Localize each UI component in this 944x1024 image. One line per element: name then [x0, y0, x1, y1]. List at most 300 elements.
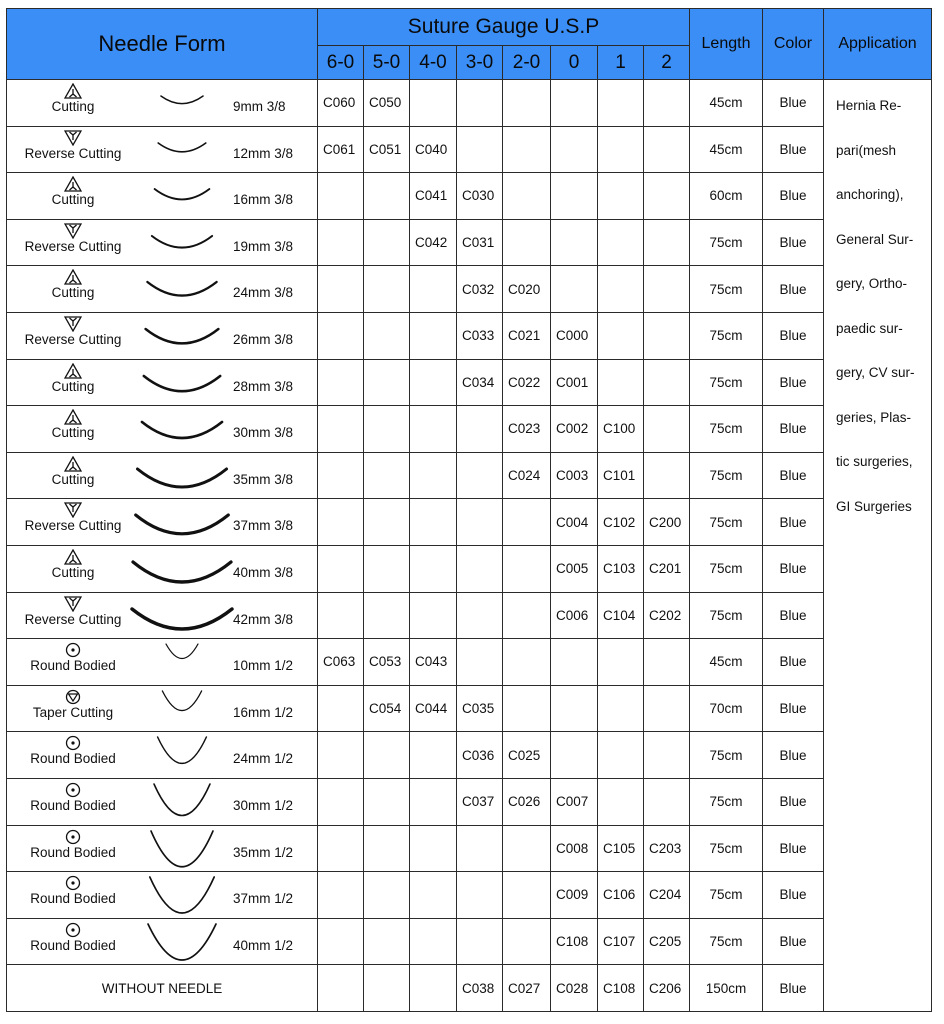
needle-curve-icon: [127, 266, 237, 312]
code-cell: [318, 452, 364, 499]
application-line: Hernia Re-: [836, 98, 902, 113]
needle-type-label: Round Bodied: [30, 844, 116, 860]
circle-dot-icon: [64, 642, 82, 658]
code-cell: [410, 965, 457, 1012]
table-row: [7, 266, 932, 313]
code-cell: C037: [457, 778, 503, 825]
code-cell: [364, 732, 410, 779]
code-cell: [410, 499, 457, 546]
code-cell: C108: [598, 965, 644, 1012]
needle-size-label: 24mm 1/2: [233, 751, 294, 767]
code-cell: [503, 499, 551, 546]
code-cell: C041: [410, 173, 457, 220]
length-cell: 75cm: [690, 592, 763, 639]
needle-size-label: 30mm 1/2: [233, 797, 294, 813]
color-cell: Blue: [763, 219, 824, 266]
table-row: [7, 732, 932, 779]
needle-form-cell: [7, 359, 318, 406]
gauge-header-cell: 0: [551, 46, 598, 80]
code-cell: [598, 685, 644, 732]
needle-symbol: [7, 130, 139, 146]
table-row: [7, 173, 932, 220]
code-cell: [598, 312, 644, 359]
code-cell: [457, 592, 503, 639]
code-cell: [457, 499, 503, 546]
code-cell: [598, 173, 644, 220]
color-cell: Blue: [763, 406, 824, 453]
needle-form-cell: [7, 312, 318, 359]
code-cell: [551, 173, 598, 220]
color-cell: Blue: [763, 312, 824, 359]
gauge-header-cell: 6-0: [318, 46, 364, 80]
circle-dot-icon: [64, 829, 82, 845]
code-cell: [410, 452, 457, 499]
table-row: [7, 219, 932, 266]
application-line: GI Surgeries: [836, 498, 912, 514]
code-cell: [644, 312, 690, 359]
gauge-header-cell: 2: [644, 46, 690, 80]
code-cell: C061: [318, 126, 364, 173]
code-cell: C035: [457, 685, 503, 732]
code-cell: C008: [551, 825, 598, 872]
code-cell: [364, 778, 410, 825]
code-cell: C202: [644, 592, 690, 639]
table-row: [7, 126, 932, 173]
needle-size-label: 42mm 3/8: [233, 611, 294, 627]
table-row: [7, 639, 932, 686]
code-cell: [364, 499, 410, 546]
code-cell: [503, 918, 551, 965]
needle-symbol: [7, 782, 139, 798]
code-cell: C034: [457, 359, 503, 406]
length-cell: 150cm: [690, 965, 763, 1012]
code-cell: [318, 778, 364, 825]
table-row: [7, 312, 932, 359]
code-cell: C003: [551, 452, 598, 499]
code-cell: C040: [410, 126, 457, 173]
needle-size-label: 40mm 3/8: [233, 564, 294, 580]
needle-form-cell: [7, 778, 318, 825]
without-needle-row: [7, 965, 932, 1012]
code-cell: C102: [598, 499, 644, 546]
length-cell: 75cm: [690, 825, 763, 872]
needle-curve-icon: [127, 360, 237, 406]
code-cell: C043: [410, 639, 457, 686]
triangle-down-icon: [64, 316, 82, 332]
needle-type-label: Taper Cutting: [32, 704, 114, 720]
code-cell: C108: [551, 918, 598, 965]
code-cell: [410, 545, 457, 592]
code-cell: [410, 266, 457, 313]
triangle-up-icon: [64, 456, 82, 472]
code-cell: [551, 639, 598, 686]
code-cell: C053: [364, 639, 410, 686]
gauge-header-cell: 3-0: [457, 46, 503, 80]
code-cell: [410, 592, 457, 639]
needle-type-label: Round Bodied: [30, 937, 116, 953]
needle-curve-icon: [127, 546, 237, 592]
needle-curve-icon: [127, 80, 237, 126]
needle-form-cell: [7, 872, 318, 919]
code-cell: [503, 639, 551, 686]
code-cell: C023: [503, 406, 551, 453]
length-cell: 75cm: [690, 872, 763, 919]
needle-type-label: Cutting: [51, 99, 95, 114]
needle-type-label: Reverse Cutting: [24, 331, 122, 347]
code-cell: [364, 452, 410, 499]
needle-size-label: 35mm 1/2: [233, 844, 294, 860]
needle-curve-icon: [127, 732, 237, 778]
code-cell: [598, 778, 644, 825]
without-needle-label: WITHOUT NEEDLE: [7, 965, 318, 1012]
needle-symbol: [7, 176, 139, 192]
code-cell: C031: [457, 219, 503, 266]
code-cell: C005: [551, 545, 598, 592]
code-cell: C107: [598, 918, 644, 965]
code-cell: [410, 732, 457, 779]
triangle-up-icon: [64, 83, 82, 99]
color-cell: Blue: [763, 126, 824, 173]
needle-symbol: [7, 502, 139, 518]
code-cell: [318, 499, 364, 546]
code-cell: C027: [503, 965, 551, 1012]
code-cell: C203: [644, 825, 690, 872]
color-cell: Blue: [763, 732, 824, 779]
triangle-up-icon: [64, 363, 82, 379]
length-cell: 75cm: [690, 452, 763, 499]
code-cell: [644, 219, 690, 266]
code-cell: C205: [644, 918, 690, 965]
circle-dot-icon: [64, 735, 82, 751]
code-cell: C032: [457, 266, 503, 313]
color-cell: Blue: [763, 80, 824, 127]
code-cell: C206: [644, 965, 690, 1012]
length-cell: 75cm: [690, 499, 763, 546]
needle-curve-icon: [127, 593, 237, 639]
code-cell: [503, 685, 551, 732]
needle-type-label: Reverse Cutting: [24, 518, 122, 534]
code-cell: [457, 639, 503, 686]
needle-size-label: 28mm 3/8: [233, 378, 294, 394]
code-cell: [644, 406, 690, 453]
code-cell: [318, 173, 364, 220]
table-row: [7, 685, 932, 732]
code-cell: [318, 872, 364, 919]
application-line: geries, Plas-: [836, 409, 912, 425]
needle-curve-icon: [127, 639, 237, 685]
needle-size-label: 26mm 3/8: [233, 331, 294, 347]
code-cell: [318, 965, 364, 1012]
needle-type-label: Round Bodied: [30, 797, 116, 813]
code-cell: C051: [364, 126, 410, 173]
needle-curve-icon: [127, 779, 237, 825]
code-cell: [503, 173, 551, 220]
code-cell: [551, 126, 598, 173]
needle-form-cell: [7, 732, 318, 779]
needle-type-label: Cutting: [51, 564, 95, 580]
needle-size-label: 19mm 3/8: [233, 238, 294, 254]
code-cell: [457, 545, 503, 592]
code-cell: [503, 219, 551, 266]
code-cell: [318, 219, 364, 266]
code-cell: [457, 80, 503, 127]
color-cell: Blue: [763, 545, 824, 592]
code-cell: [364, 266, 410, 313]
code-cell: [318, 732, 364, 779]
color-cell: Blue: [763, 173, 824, 220]
code-cell: [644, 732, 690, 779]
code-cell: [318, 266, 364, 313]
code-cell: [598, 732, 644, 779]
code-cell: [318, 592, 364, 639]
needle-type-label: Reverse Cutting: [24, 145, 122, 161]
table-row: [7, 499, 932, 546]
color-cell: Blue: [763, 266, 824, 313]
code-cell: [364, 592, 410, 639]
code-cell: [644, 266, 690, 313]
code-cell: C001: [551, 359, 598, 406]
code-cell: [551, 685, 598, 732]
color-cell: Blue: [763, 965, 824, 1012]
triangle-up-icon: [64, 549, 82, 565]
needle-curve-icon: [127, 127, 237, 173]
code-cell: [364, 918, 410, 965]
code-cell: [644, 359, 690, 406]
code-cell: [551, 80, 598, 127]
needle-symbol: [7, 363, 139, 379]
needle-size-label: 12mm 3/8: [233, 145, 294, 161]
code-cell: [598, 639, 644, 686]
code-cell: [644, 80, 690, 127]
code-cell: [410, 872, 457, 919]
code-cell: C063: [318, 639, 364, 686]
code-cell: [364, 359, 410, 406]
code-cell: [364, 312, 410, 359]
length-cell: 75cm: [690, 778, 763, 825]
needle-curve-icon: [127, 826, 237, 872]
table-row: [7, 918, 932, 965]
length-cell: 45cm: [690, 80, 763, 127]
length-cell: 45cm: [690, 639, 763, 686]
needle-size-label: 9mm 3/8: [233, 99, 286, 114]
needle-curve-icon: [127, 686, 237, 732]
code-cell: [364, 219, 410, 266]
code-cell: [318, 406, 364, 453]
color-cell: Blue: [763, 825, 824, 872]
needle-symbol: [7, 922, 139, 938]
code-cell: [318, 312, 364, 359]
code-cell: [503, 80, 551, 127]
circle-dot-icon: [64, 922, 82, 938]
taper-cutting-icon: [64, 689, 82, 705]
table-row: [7, 872, 932, 919]
code-cell: C050: [364, 80, 410, 127]
table-row: [7, 545, 932, 592]
code-cell: [410, 312, 457, 359]
table-row: [7, 592, 932, 639]
needle-curve-icon: [127, 872, 237, 918]
code-cell: [410, 778, 457, 825]
needle-symbol: [7, 596, 139, 612]
needle-curve-icon: [127, 313, 237, 359]
code-cell: [410, 825, 457, 872]
code-cell: [364, 825, 410, 872]
application-header: Application: [824, 9, 932, 80]
code-cell: [410, 359, 457, 406]
code-cell: C200: [644, 499, 690, 546]
color-cell: Blue: [763, 778, 824, 825]
needle-type-label: Cutting: [51, 378, 95, 394]
needle-form-cell: [7, 825, 318, 872]
needle-form-header: Needle Form: [7, 9, 318, 80]
code-cell: [457, 452, 503, 499]
application-line: tic surgeries,: [836, 454, 913, 469]
code-cell: [551, 219, 598, 266]
code-cell: C036: [457, 732, 503, 779]
triangle-down-icon: [64, 502, 82, 518]
code-cell: [644, 778, 690, 825]
code-cell: [457, 825, 503, 872]
needle-form-cell: [7, 126, 318, 173]
needle-symbol: [7, 456, 139, 472]
needle-type-label: Cutting: [51, 471, 95, 487]
code-cell: C021: [503, 312, 551, 359]
gauge-header-cell: 4-0: [410, 46, 457, 80]
code-cell: C042: [410, 219, 457, 266]
needle-type-label: Cutting: [51, 285, 95, 301]
code-cell: [598, 126, 644, 173]
code-cell: C101: [598, 452, 644, 499]
needle-form-cell: [7, 639, 318, 686]
table-row: [7, 406, 932, 453]
application-cell: [824, 80, 932, 1012]
needle-curve-icon: [127, 406, 237, 452]
needle-size-label: 30mm 3/8: [233, 425, 294, 441]
code-cell: [503, 126, 551, 173]
needle-curve-icon: [127, 453, 237, 499]
code-cell: C024: [503, 452, 551, 499]
code-cell: C033: [457, 312, 503, 359]
needle-size-label: 10mm 1/2: [233, 658, 294, 674]
code-cell: [318, 918, 364, 965]
needle-form-cell: [7, 406, 318, 453]
code-cell: C106: [598, 872, 644, 919]
application-line: pari(mesh: [836, 142, 897, 158]
length-cell: 75cm: [690, 918, 763, 965]
code-cell: [318, 825, 364, 872]
code-cell: C044: [410, 685, 457, 732]
needle-form-cell: [7, 499, 318, 546]
gauge-header-cell: 1: [598, 46, 644, 80]
application-line: General Sur-: [836, 231, 914, 247]
code-cell: [457, 918, 503, 965]
code-cell: C020: [503, 266, 551, 313]
code-cell: C002: [551, 406, 598, 453]
needle-form-cell: [7, 685, 318, 732]
triangle-up-icon: [64, 176, 82, 192]
code-cell: C038: [457, 965, 503, 1012]
needle-symbol: [7, 316, 139, 332]
code-cell: C009: [551, 872, 598, 919]
needle-type-label: Reverse Cutting: [24, 238, 122, 254]
table-row: [7, 80, 932, 127]
code-cell: C100: [598, 406, 644, 453]
code-cell: C204: [644, 872, 690, 919]
length-header: Length: [690, 9, 763, 80]
code-cell: [644, 452, 690, 499]
code-cell: [644, 126, 690, 173]
length-cell: 75cm: [690, 406, 763, 453]
code-cell: [364, 173, 410, 220]
table-row: [7, 778, 932, 825]
code-cell: C007: [551, 778, 598, 825]
code-cell: C054: [364, 685, 410, 732]
color-cell: Blue: [763, 592, 824, 639]
needle-type-label: Cutting: [51, 425, 95, 441]
code-cell: [410, 406, 457, 453]
code-cell: [364, 965, 410, 1012]
table-row: [7, 825, 932, 872]
application-line: gery, CV sur-: [836, 365, 915, 380]
needle-form-cell: [7, 219, 318, 266]
table-row: [7, 452, 932, 499]
needle-type-label: Round Bodied: [30, 891, 116, 907]
color-cell: Blue: [763, 685, 824, 732]
needle-size-label: 24mm 3/8: [233, 285, 294, 301]
needle-type-label: Round Bodied: [30, 751, 116, 767]
code-cell: [503, 592, 551, 639]
needle-symbol: [7, 549, 139, 565]
needle-type-label: Round Bodied: [30, 658, 116, 674]
code-cell: [457, 126, 503, 173]
color-cell: Blue: [763, 499, 824, 546]
gauge-header-cell: 2-0: [503, 46, 551, 80]
needle-type-label: Cutting: [51, 192, 95, 208]
code-cell: C201: [644, 545, 690, 592]
code-cell: [551, 266, 598, 313]
length-cell: 75cm: [690, 219, 763, 266]
needle-curve-icon: [127, 919, 237, 965]
code-cell: [410, 918, 457, 965]
code-cell: C026: [503, 778, 551, 825]
code-cell: [318, 545, 364, 592]
suture-gauge-header: Suture Gauge U.S.P: [318, 9, 690, 46]
code-cell: [644, 639, 690, 686]
needle-form-cell: [7, 592, 318, 639]
color-cell: Blue: [763, 359, 824, 406]
length-cell: 75cm: [690, 312, 763, 359]
needle-form-cell: [7, 173, 318, 220]
length-cell: 75cm: [690, 545, 763, 592]
needle-form-cell: [7, 266, 318, 313]
code-cell: C004: [551, 499, 598, 546]
code-cell: C103: [598, 545, 644, 592]
needle-curve-icon: [127, 173, 237, 219]
triangle-down-icon: [64, 223, 82, 239]
code-cell: [598, 219, 644, 266]
length-cell: 75cm: [690, 359, 763, 406]
code-cell: C030: [457, 173, 503, 220]
needle-size-label: 37mm 3/8: [233, 518, 294, 534]
triangle-up-icon: [64, 269, 82, 285]
needle-size-label: 40mm 1/2: [233, 937, 294, 953]
code-cell: [364, 872, 410, 919]
code-cell: [503, 825, 551, 872]
code-cell: [318, 685, 364, 732]
circle-dot-icon: [64, 782, 82, 798]
needle-curve-icon: [127, 499, 237, 545]
color-cell: Blue: [763, 452, 824, 499]
